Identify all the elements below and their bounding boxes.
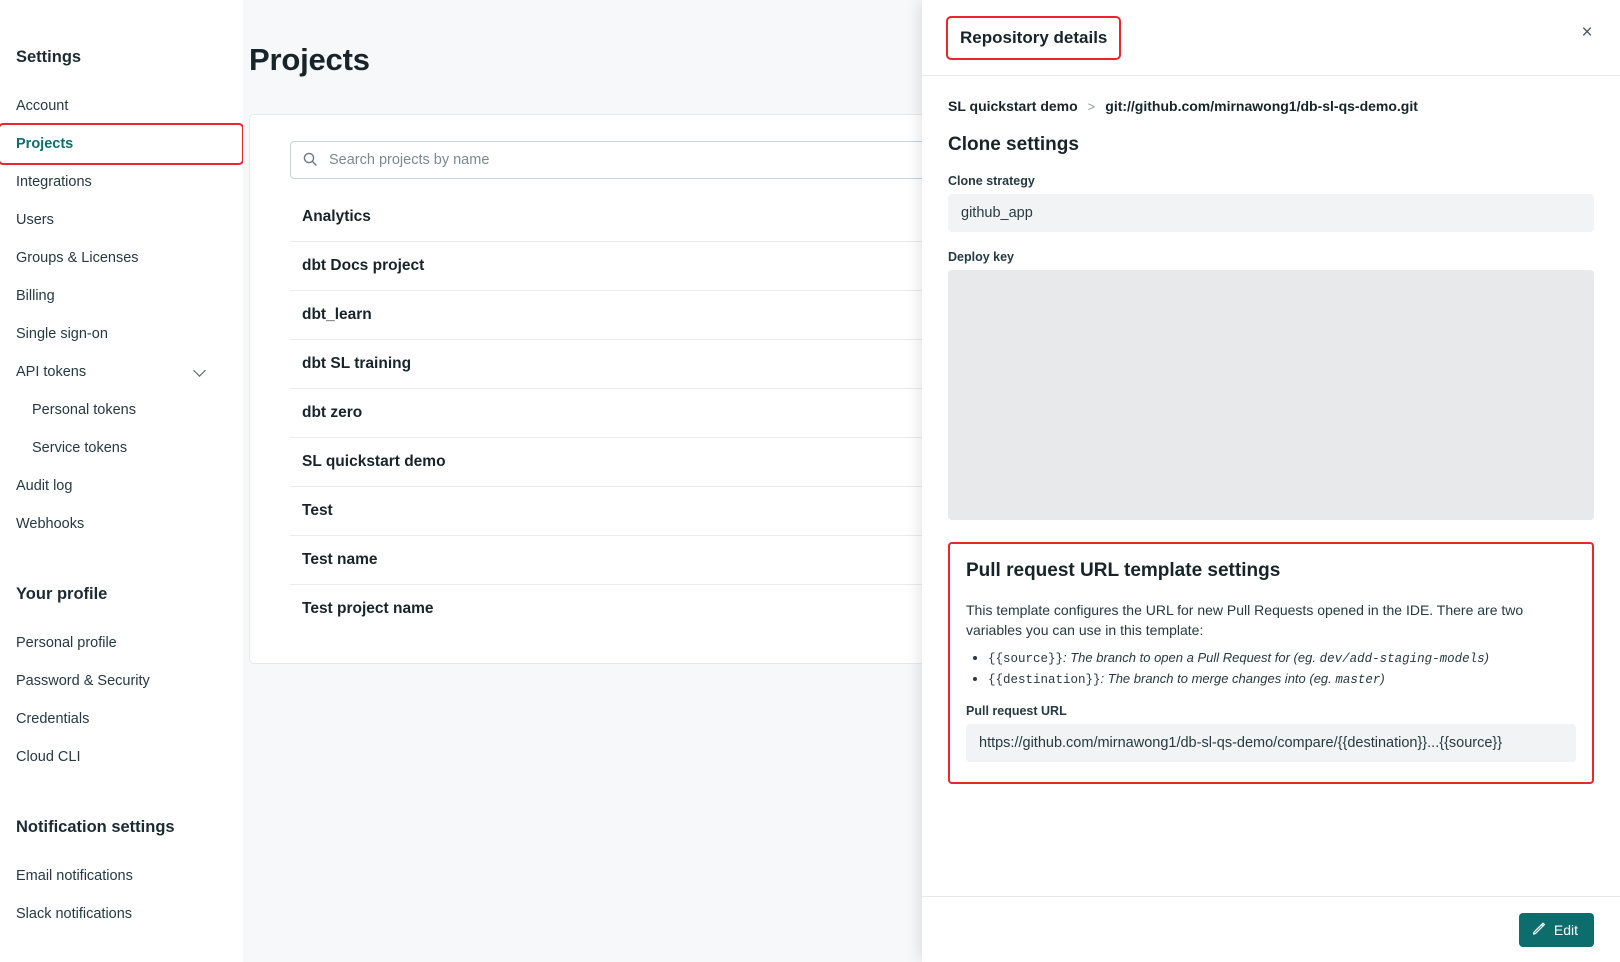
sidebar-item-label: Password & Security <box>16 673 150 689</box>
drawer-title: Repository details <box>948 18 1119 58</box>
drawer-footer <box>922 896 1620 962</box>
sidebar-item-slack-notifications[interactable] <box>0 895 242 933</box>
sidebar-heading-notification-settings: Notification settings <box>16 818 175 836</box>
pull-request-url-value: https://github.com/mirnawong1/db-sl-qs-demo/compare/{{destination}}...{{source}} <box>966 724 1576 762</box>
sidebar-item-label: Personal tokens <box>32 402 136 418</box>
breadcrumb-project[interactable]: SL quickstart demo <box>948 98 1078 114</box>
variable-destination-close: ) <box>1380 671 1385 686</box>
sidebar-item-label: Service tokens <box>32 440 128 456</box>
breadcrumb-repo-url[interactable]: git://github.com/mirnawong1/db-sl-qs-demo.git <box>1105 98 1418 114</box>
sidebar-item-projects[interactable] <box>0 125 242 163</box>
sidebar-item-label: Integrations <box>16 174 92 190</box>
search-icon <box>303 152 317 166</box>
sidebar-item-label: Single sign-on <box>16 326 108 342</box>
breadcrumb <box>948 98 1594 114</box>
sidebar-item-label: Personal profile <box>16 635 117 651</box>
sidebar-item-audit-log[interactable] <box>0 467 242 505</box>
sidebar-item-webhooks[interactable] <box>0 505 242 543</box>
sidebar-item-personal-tokens[interactable] <box>0 391 242 429</box>
variable-source-name: {{source}} <box>988 652 1064 666</box>
sidebar-heading-your-profile: Your profile <box>16 585 108 603</box>
project-name: Test name <box>302 551 378 568</box>
sidebar-item-label: Projects <box>16 136 74 152</box>
drawer-header <box>922 0 1620 76</box>
settings-sidebar <box>0 0 243 962</box>
close-icon[interactable]: × <box>1581 22 1593 43</box>
variable-destination-desc: : The branch to merge changes into (eg. <box>1100 671 1336 686</box>
sidebar-item-label: API tokens <box>16 364 87 380</box>
repository-details-drawer <box>922 0 1620 962</box>
sidebar-heading-settings: Settings <box>16 48 82 66</box>
variable-source-close: ) <box>1484 650 1489 665</box>
sidebar-item-personal-profile[interactable] <box>0 624 242 662</box>
sidebar-item-label: Billing <box>16 288 55 304</box>
sidebar-item-label: Credentials <box>16 711 90 727</box>
list-item <box>988 669 1576 690</box>
pull-request-variable-list <box>966 648 1576 690</box>
sidebar-item-api-tokens[interactable] <box>0 353 242 391</box>
edit-button[interactable] <box>1519 913 1594 947</box>
page-title: Projects <box>249 42 370 77</box>
sidebar-item-users[interactable] <box>0 201 242 239</box>
project-name: dbt_learn <box>302 306 372 323</box>
project-name: Test <box>302 502 333 519</box>
sidebar-item-label: Groups & Licenses <box>16 250 139 266</box>
drawer-body <box>922 76 1620 896</box>
project-name: dbt Docs project <box>302 257 425 274</box>
project-name: SL quickstart demo <box>302 453 446 470</box>
sidebar-item-groups-licenses[interactable] <box>0 239 242 277</box>
deploy-key-value <box>948 270 1594 520</box>
edit-button-label: Edit <box>1553 921 1578 938</box>
pull-request-url-label: Pull request URL <box>966 704 1067 718</box>
sidebar-item-label: Cloud CLI <box>16 749 81 765</box>
project-name: Test project name <box>302 600 434 617</box>
sidebar-item-credentials[interactable] <box>0 700 242 738</box>
sidebar-item-email-notifications[interactable] <box>0 857 242 895</box>
pull-request-url-template-section <box>948 542 1594 784</box>
variable-source-desc: : The branch to open a Pull Request for (eg. <box>1063 650 1320 665</box>
chevron-down-icon <box>193 364 206 377</box>
project-name: Analytics <box>302 208 371 225</box>
pencil-icon <box>1532 921 1546 938</box>
sidebar-item-service-tokens[interactable] <box>0 429 242 467</box>
clone-strategy-label: Clone strategy <box>948 174 1035 188</box>
sidebar-item-label: Audit log <box>16 478 73 494</box>
breadcrumb-separator: > <box>1087 98 1096 114</box>
project-name: dbt SL training <box>302 355 412 372</box>
project-name: dbt zero <box>302 404 363 421</box>
sidebar-item-label: Account <box>16 98 69 114</box>
deploy-key-label: Deploy key <box>948 250 1015 264</box>
variable-source-example: dev/add-staging-models <box>1319 652 1485 666</box>
list-item <box>988 648 1576 669</box>
sidebar-item-integrations[interactable] <box>0 163 242 201</box>
sidebar-item-label: Slack notifications <box>16 906 133 922</box>
pull-request-section-title: Pull request URL template settings <box>966 560 1281 581</box>
sidebar-item-billing[interactable] <box>0 277 242 315</box>
sidebar-item-label: Users <box>16 212 54 228</box>
clone-settings-title: Clone settings <box>948 134 1079 155</box>
sidebar-item-cloud-cli[interactable] <box>0 738 242 776</box>
clone-strategy-value: github_app <box>948 194 1594 232</box>
sidebar-item-password-security[interactable] <box>0 662 242 700</box>
sidebar-item-label: Email notifications <box>16 868 133 884</box>
pull-request-description: This template configures the URL for new Pull Requests opened in the IDE. There are two variables you can use in this template: <box>966 602 1524 638</box>
variable-destination-example: master <box>1335 673 1381 687</box>
sidebar-item-label: Webhooks <box>16 516 85 532</box>
sidebar-item-single-sign-on[interactable] <box>0 315 242 353</box>
sidebar-item-account[interactable] <box>0 87 242 125</box>
variable-destination-name: {{destination}} <box>988 673 1101 687</box>
